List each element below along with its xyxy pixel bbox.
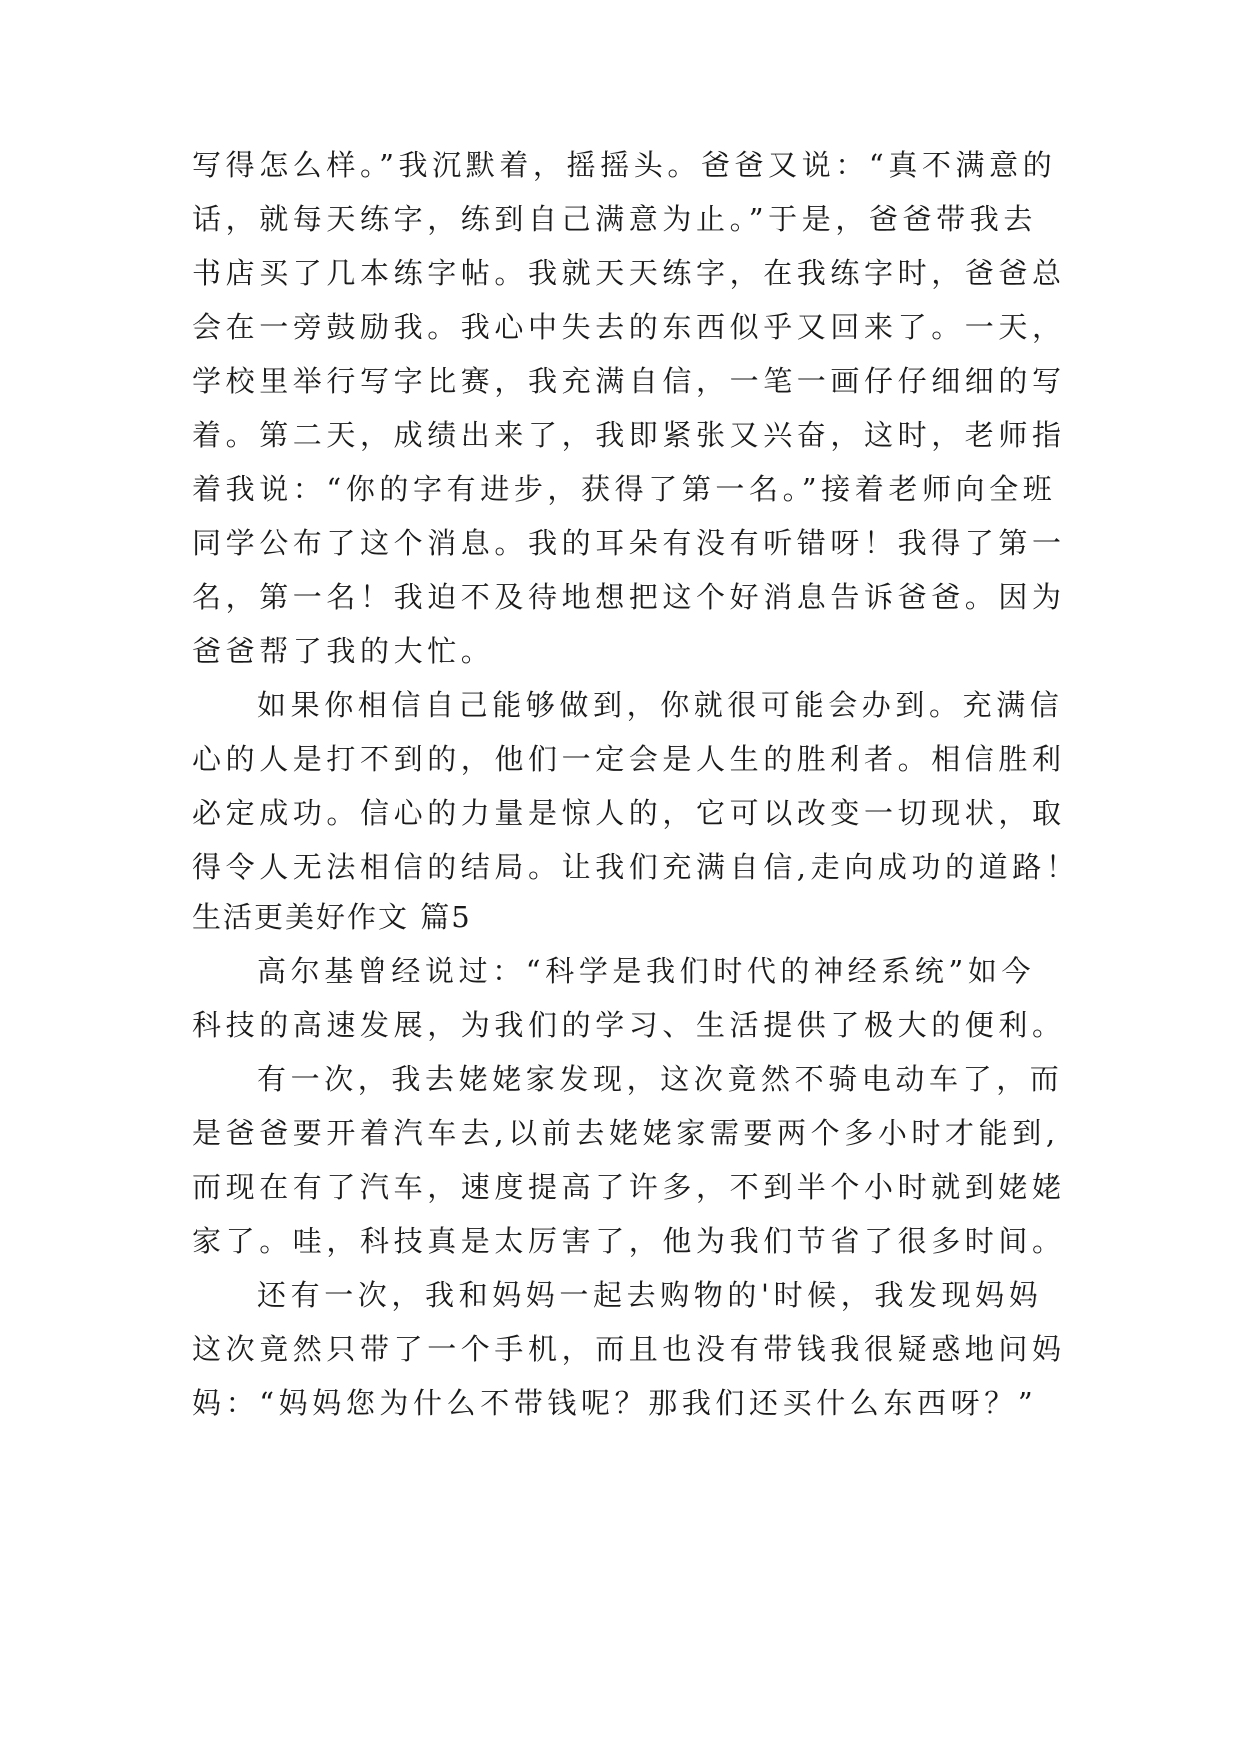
text-line: 同学公布了这个消息。我的耳朵有没有听错呀！我得了第一: [192, 526, 1066, 560]
text-line: 家了。哇，科技真是太厉害了，他为我们节省了很多时间。: [192, 1224, 1066, 1258]
paragraph-first-line: 高尔基曾经说过：“科学是我们时代的神经系统”如今: [257, 954, 1036, 988]
text-line: 着。第二天，成绩出来了，我即紧张又兴奋，这时，老师指: [192, 418, 1066, 452]
text-line: 着我说：“你的字有进步，获得了第一名。”接着老师向全班: [192, 472, 1057, 506]
paragraph-first-line: 有一次，我去姥姥家发现，这次竟然不骑电动车了，而: [257, 1062, 1064, 1096]
text-line: 话，就每天练字，练到自己满意为止。”于是，爸爸带我去: [192, 202, 1037, 236]
text-line: 心的人是打不到的，他们一定会是人生的胜利者。相信胜利: [192, 742, 1066, 776]
text-line: 名，第一名！我迫不及待地想把这个好消息告诉爸爸。因为: [192, 580, 1066, 614]
text-line: 学校里举行写字比赛，我充满自信，一笔一画仔仔细细的写: [192, 364, 1066, 398]
text-line: 妈：“妈妈您为什么不带钱呢？那我们还买什么东西呀？”: [192, 1386, 1038, 1420]
text-line: 科技的高速发展，为我们的学习、生活提供了极大的便利。: [192, 1008, 1066, 1042]
paragraph-first-line: 如果你相信自己能够做到，你就很可能会办到。充满信: [257, 688, 1064, 722]
paragraph-first-line: 还有一次，我和妈妈一起去购物的'时候，我发现妈妈: [257, 1278, 1043, 1312]
text-line: 得令人无法相信的结局。让我们充满自信,走向成功的道路！: [192, 850, 1080, 884]
text-line: 是爸爸要开着汽车去,以前去姥姥家需要两个多小时才能到,: [192, 1116, 1060, 1150]
text-line: 这次竟然只带了一个手机，而且也没有带钱我很疑惑地问妈: [192, 1332, 1066, 1366]
text-line: 必定成功。信心的力量是惊人的，它可以改变一切现状，取: [192, 796, 1066, 830]
text-line: 书店买了几本练字帖。我就天天练字，在我练字时，爸爸总: [192, 256, 1066, 290]
section-heading: 生活更美好作文 篇5: [192, 900, 472, 934]
text-line: 写得怎么样。”我沉默着，摇摇头。爸爸又说：“真不满意的: [192, 148, 1057, 182]
text-line: 爸爸帮了我的大忙。: [192, 634, 495, 668]
text-line: 而现在有了汽车，速度提高了许多，不到半个小时就到姥姥: [192, 1170, 1066, 1204]
text-line: 会在一旁鼓励我。我心中失去的东西似乎又回来了。一天，: [192, 310, 1066, 344]
